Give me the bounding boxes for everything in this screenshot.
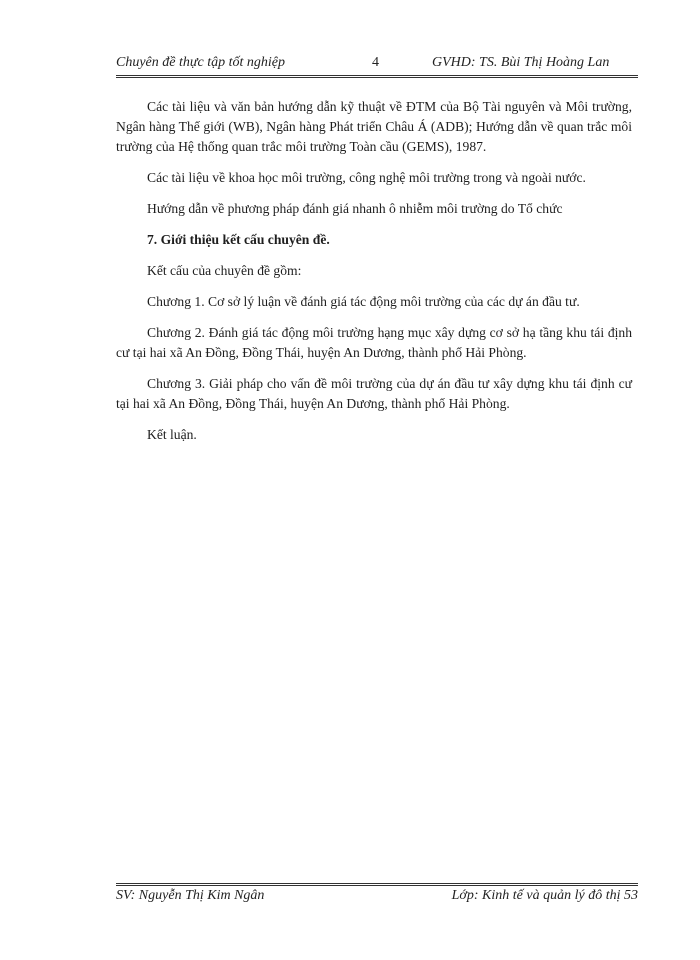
paragraph-references-rapid-assessment: Hướng dẫn về phương pháp đánh giá nhanh ô nhiễm môi trường do Tổ chức	[147, 201, 563, 216]
page-number: 4	[372, 55, 379, 70]
header-divider	[116, 75, 638, 78]
supervisor-label: GVHD: TS. Bùi Thị Hoàng Lan	[432, 55, 610, 70]
paragraph-chapter-2: Chương 2. Đánh giá tác động môi trường hạng mục xây dựng cơ sở hạ tầng khu tái định cư tại hai xã An Đồng, Đồng Thái, huyện An Dương, thành phố Hải Phòng.	[116, 325, 632, 360]
paragraph-references-guidelines: Các tài liệu và văn bản hướng dẫn kỹ thuật về ĐTM của Bộ Tài nguyên và Môi trường, Ngân hàng Thế giới (WB), Ngân hàng Phát triển Châu Á (ADB); Hướng dẫn về quan trắc môi trường của Hệ thống quan trắc môi trường Toàn cầu (GEMS), 1987.	[116, 99, 632, 154]
section-heading: 7. Giới thiệu kết cấu chuyên đề.	[147, 232, 330, 247]
document-title: Chuyên đề thực tập tốt nghiệp	[116, 55, 285, 70]
paragraph-references-science: Các tài liệu về khoa học môi trường, công nghệ môi trường trong và ngoài nước.	[147, 170, 586, 185]
paragraph-chapter-1: Chương 1. Cơ sở lý luận về đánh giá tác động môi trường của các dự án đầu tư.	[147, 294, 580, 309]
page-body	[116, 97, 632, 456]
page-footer	[116, 888, 638, 908]
student-name: SV: Nguyễn Thị Kim Ngân	[116, 888, 265, 903]
paragraph-chapter-3: Chương 3. Giải pháp cho vấn đề môi trường của dự án đầu tư xây dựng khu tái định cư tại hai xã An Đồng, Đồng Thái, huyện An Dương, thành phố Hải Phòng.	[116, 376, 632, 411]
page-header	[116, 55, 638, 75]
footer-divider	[116, 883, 638, 886]
class-label: Lớp: Kinh tế và quản lý đô thị 53	[451, 888, 638, 903]
paragraph-structure-intro: Kết cấu của chuyên đề gồm:	[147, 263, 302, 278]
paragraph-conclusion: Kết luận.	[147, 427, 197, 442]
